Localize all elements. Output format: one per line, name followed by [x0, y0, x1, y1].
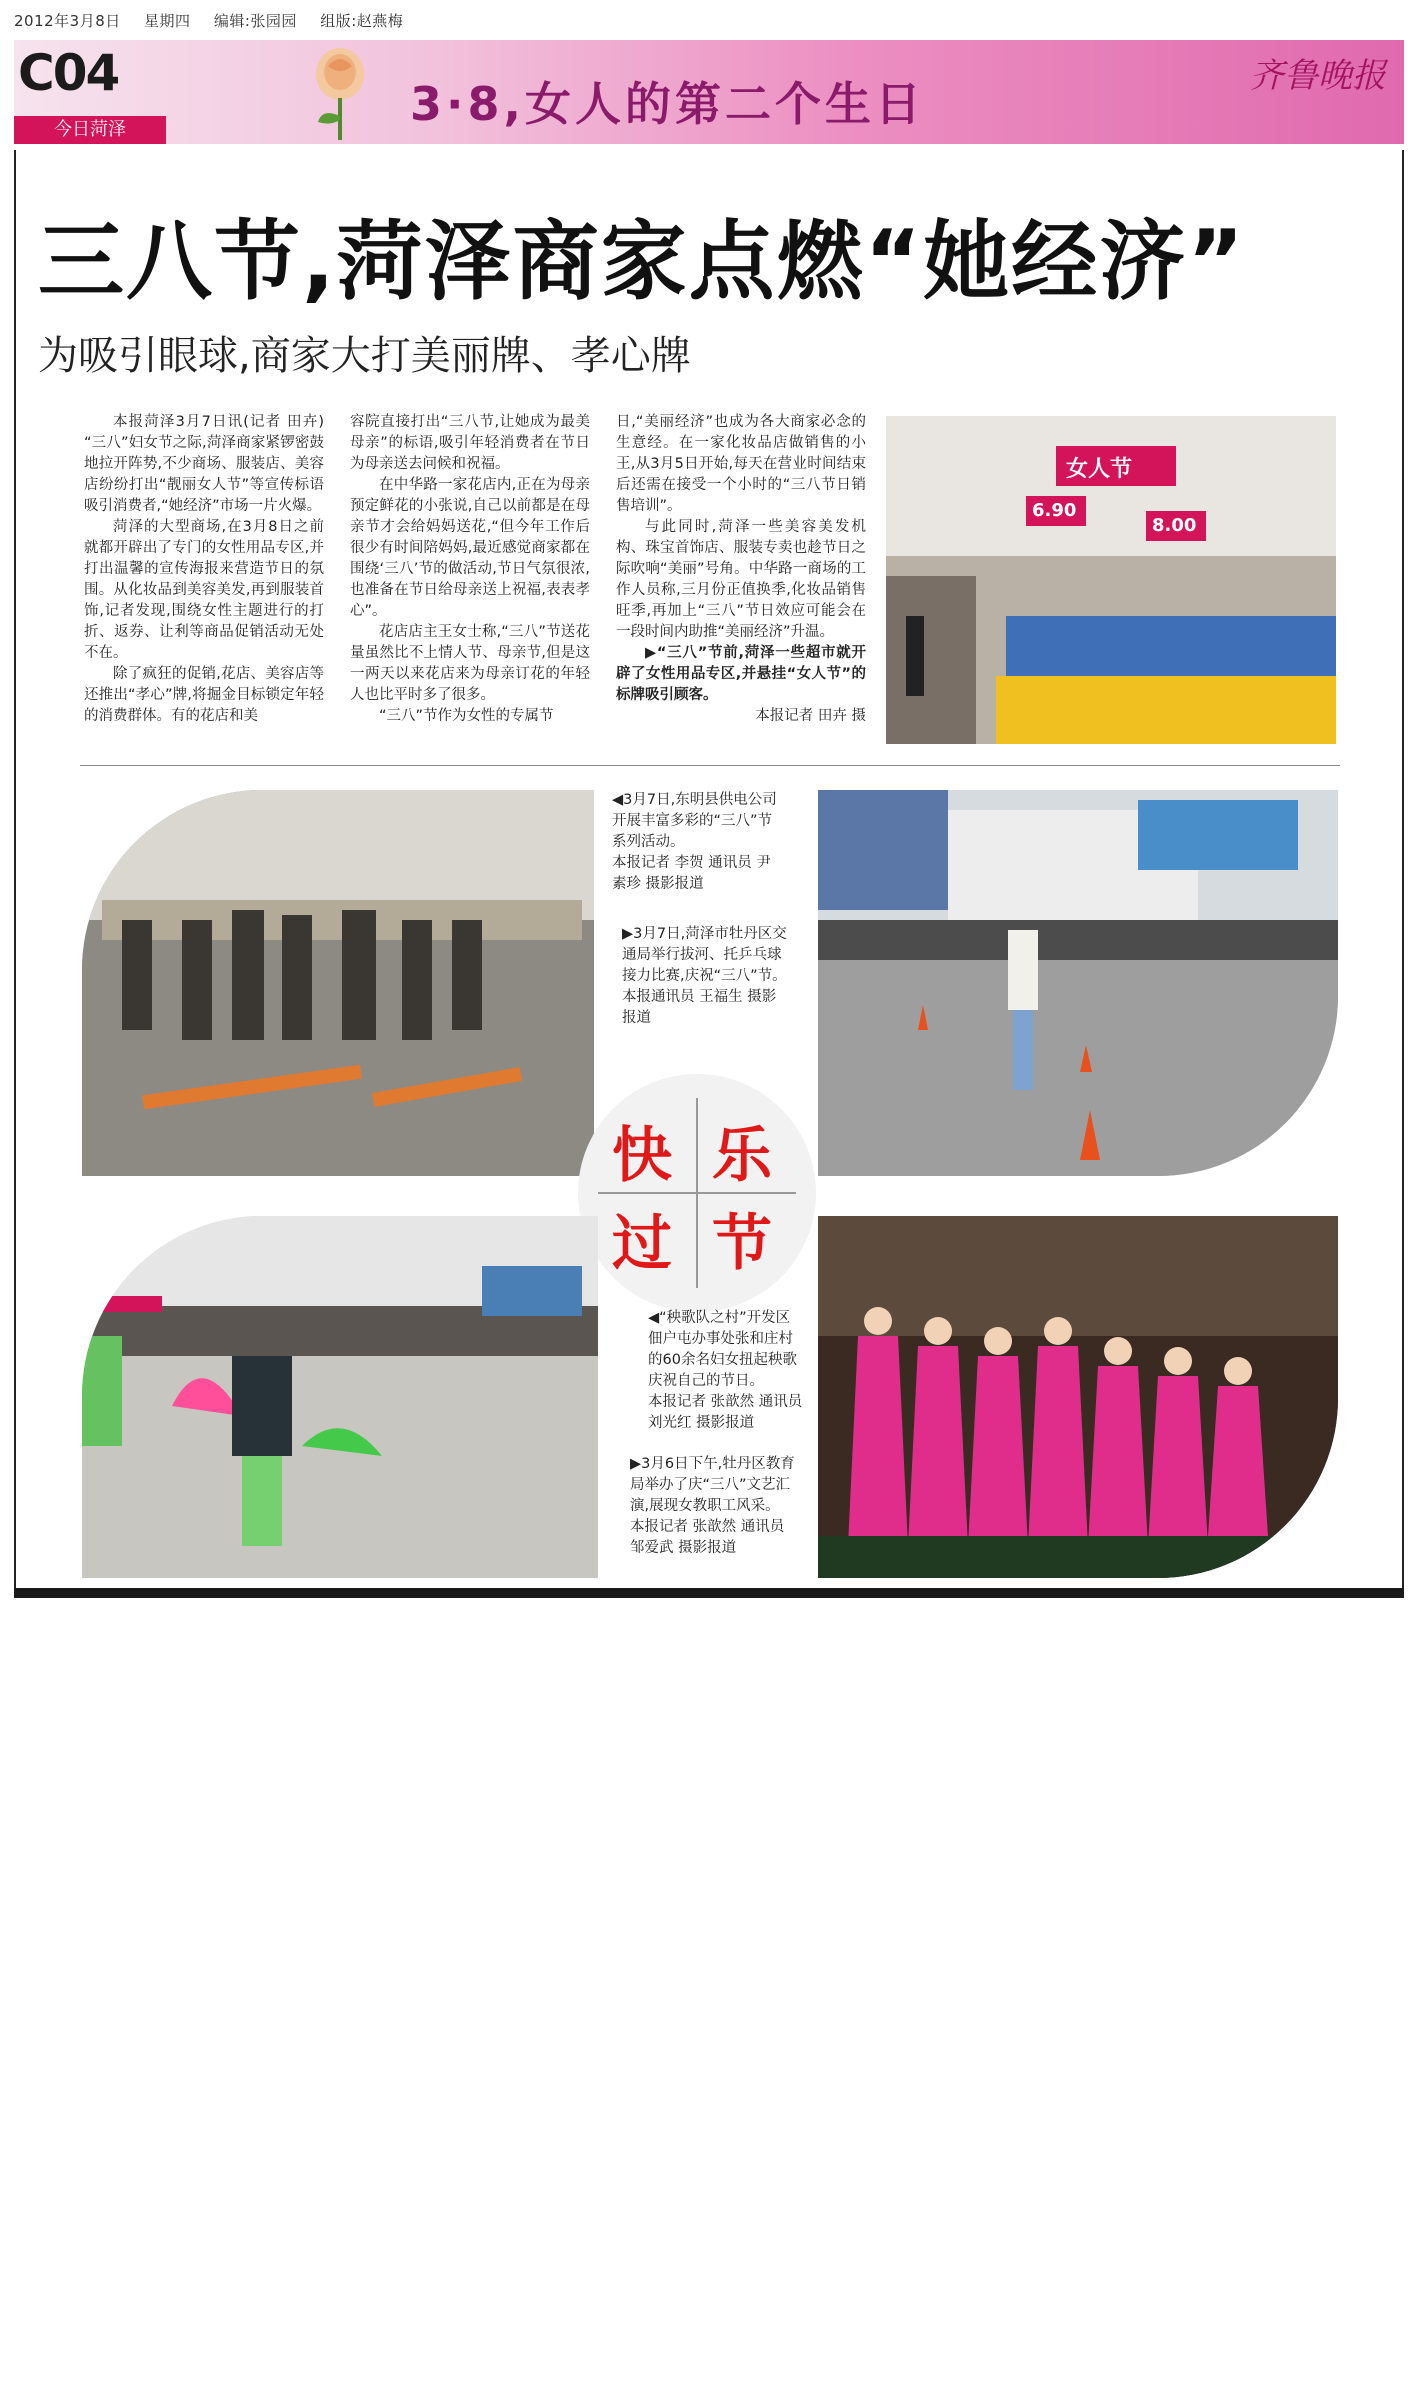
relay-skis-photo [82, 790, 594, 1176]
caption-text: ▶3月6日下午,牡丹区教育局举办了庆“三八”文艺汇演,展现女教职工风采。 [630, 1456, 795, 1514]
paragraph: 菏泽的大型商场,在3月8日之前就都开辟出了专门的女性用品专区,并打出温馨的宣传海报来营造节日的氛围。从化妆品到美容美发,再到服装首饰,记者发现,围绕女性主题进行的打折、返券、让利等商品促销活动无处不在。 [84, 519, 324, 661]
bottom-rule [14, 1588, 1404, 1598]
page-code: C04 [18, 44, 119, 102]
page-meta [14, 10, 421, 31]
yangge-dance-photo [82, 1216, 598, 1578]
paragraph: 在中华路一家花店内,正在为母亲预定鲜花的小张说,自己以前都是在母亲节才会给妈妈送花,“但今年工作后很少有时间陪妈妈,最近感觉商家都在围绕‘三八’节的做活动,节日气氛很浓,也准备在节日给母亲送上祝福,表表孝心”。 [350, 477, 590, 619]
article-headline: 三八节,菏泽商家点燃“她经济” [38, 212, 1246, 312]
paragraph: 日,“美丽经济”也成为各大商家必念的生意经。在一家化妆品店做销售的小王,从3月5日开始,每天在营业时间结束后还需在接受一个小时的“三八节日销售培训”。 [616, 414, 866, 514]
caption-text: ◀“秧歌队之村”开发区佃户屯办事处张和庄村的60余名妇女扭起秧歌庆祝自己的节日。 [648, 1310, 797, 1389]
newspaper-logo: 齐鲁晚报 [1250, 56, 1386, 96]
caption-credit: 本报记者 张歆然 通讯员 刘光红 摄影报道 [648, 1394, 803, 1431]
caption-4 [630, 1454, 802, 1559]
circle-char: 乐 [712, 1121, 772, 1191]
article-column-1 [84, 412, 324, 727]
editor-text: 编辑:张园园 [213, 12, 297, 30]
relay-race-photo [818, 790, 1338, 1176]
article-column-2 [350, 412, 590, 727]
paragraph: “三八”节作为女性的专属节 [379, 708, 554, 724]
paragraph: 除了疯狂的促销,花店、美容店等还推出“孝心”牌,将掘金目标锁定年轻的消费群体。有的花店和美 [84, 666, 324, 724]
price-tag: 8.00 [1152, 515, 1197, 536]
banner-title: 3·8,女人的第二个生日 [410, 77, 925, 131]
paragraph: 容院直接打出“三八节,让她成为最美母亲”的标语,吸引年轻消费者在节日为母亲送去问候和祝福。 [350, 414, 590, 472]
circle-divider-v [696, 1098, 698, 1288]
caption-1 [612, 790, 778, 895]
section-tab: 今日菏泽 [14, 116, 166, 144]
circle-char: 过 [612, 1209, 672, 1279]
paragraph: 本报菏泽3月7日讯(记者 田卉) “三八”妇女节之际,菏泽商家紧锣密鼓地拉开阵势,不少商场、服装店、美容店纷纷打出“靓丽女人节”等宣传标语吸引消费者,“她经济”市场一片火爆。 [84, 414, 324, 514]
article-column-3 [616, 412, 866, 727]
article-subheadline: 为吸引眼球,商家大打美丽牌、孝心牌 [38, 333, 691, 379]
section-divider [80, 765, 1340, 766]
store-sign: 女人节 [1066, 457, 1133, 482]
circle-char: 快 [612, 1121, 672, 1191]
rose-icon [300, 42, 380, 142]
stage-performance-photo [818, 1216, 1338, 1578]
caption-credit: 本报记者 李贺 通讯员 尹素珍 摄影报道 [612, 855, 771, 892]
photo-credit: 本报记者 田卉 摄 [755, 708, 866, 724]
circle-char: 节 [712, 1209, 772, 1279]
caption-3 [648, 1308, 804, 1434]
caption-text: ◀3月7日,东明县供电公司开展丰富多彩的“三八”节系列活动。 [612, 792, 777, 850]
photo-caption: ▶“三八”节前,菏泽一些超市就开辟了女性用品专区,并悬挂“女人节”的标牌吸引顾客。 [616, 645, 866, 703]
paragraph: 花店店主王女士称,“三八”节送花量虽然比不上情人节、母亲节,但是这一两天以来花店来为母亲订花的年轻人也比平时多了很多。 [350, 624, 590, 703]
caption-text: ▶3月7日,菏泽市牡丹区交通局举行拔河、托乒乓球接力比赛,庆祝“三八”节。 [622, 926, 787, 984]
caption-credit: 本报记者 张歆然 通讯员 邹爱武 摄影报道 [630, 1519, 785, 1556]
price-tag: 6.90 [1032, 500, 1077, 521]
supermarket-photo [886, 416, 1336, 744]
paragraph: 与此同时,菏泽一些美容美发机构、珠宝首饰店、服装专卖也趁节日之际吹响“美丽”号角。中华路一商场的工作人员称,三月份正值换季,化妆品销售旺季,再加上“三八”节日效应可能会在一段时间内助推“美丽经济”升温。 [616, 519, 866, 640]
caption-credit: 本报通讯员 王福生 摄影报道 [622, 989, 777, 1026]
caption-2 [622, 924, 788, 1029]
date-text: 2012年3月8日 [14, 12, 121, 30]
layout-text: 组版:赵燕梅 [320, 12, 404, 30]
weekday-text: 星期四 [144, 12, 191, 30]
